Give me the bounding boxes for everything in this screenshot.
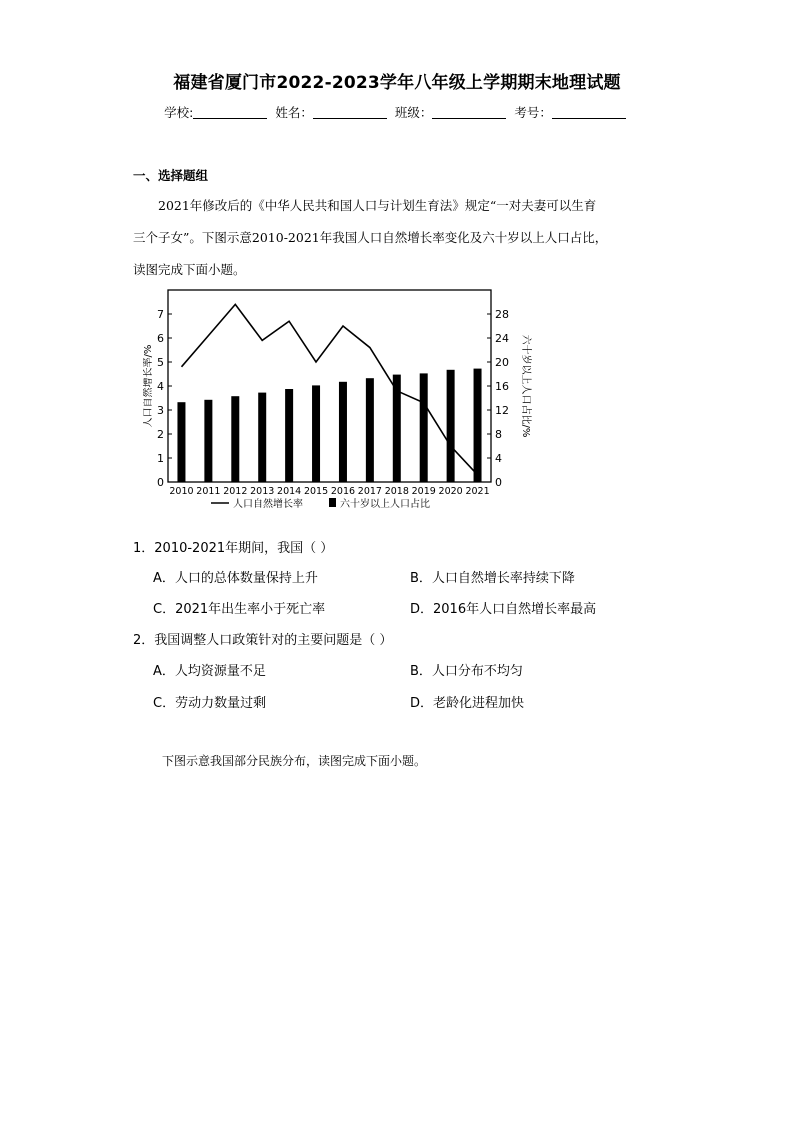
- left-axis-tick-label: 7: [157, 308, 164, 321]
- x-axis-tick-label: 2015: [303, 486, 329, 497]
- intro-line-2: 三个子女”。下图示意2010-2021年我国人口自然增长率变化及六十岁以上人口占比，: [133, 230, 608, 245]
- x-axis-tick-label: 2013: [250, 486, 275, 497]
- right-axis-tick-label: 4: [495, 452, 502, 465]
- population-chart: [143, 285, 533, 517]
- q2-option-d[interactable]: D．老龄化进程加快: [410, 696, 525, 711]
- q1-option-b[interactable]: B．人口自然增长率持续下降: [410, 571, 575, 586]
- intro-line-1: 2021年修改后的《中华人民共和国人口与计划生育法》规定“一对夫妻可以生育: [158, 198, 597, 213]
- bar-over60-share-2013: [258, 393, 266, 482]
- exam-number-blank: [552, 105, 626, 119]
- intro-line-3: 读图完成下面小题。: [133, 262, 246, 277]
- left-axis-tick-label: 1: [157, 452, 164, 465]
- legend-bar-label: 六十岁以上人口占比: [340, 499, 430, 510]
- q2-option-a[interactable]: A．人均资源量不足: [153, 664, 266, 679]
- section-heading: 一、选择题组: [133, 168, 209, 183]
- right-axis-tick-label: 8: [495, 428, 502, 441]
- left-axis-tick-label: 4: [157, 380, 164, 393]
- exam-number-label: 考号：: [514, 105, 552, 120]
- x-axis-tick-label: 2010: [169, 486, 194, 497]
- school-label: 学校:: [164, 105, 194, 120]
- bar-over60-share-2021: [474, 369, 482, 482]
- left-axis-tick-label: 2: [157, 428, 164, 441]
- bar-over60-share-2010: [177, 402, 185, 482]
- x-axis-tick-label: 2019: [411, 486, 436, 497]
- bar-over60-share-2012: [231, 396, 239, 482]
- x-axis-tick-label: 2017: [357, 486, 382, 497]
- bar-over60-share-2011: [204, 400, 212, 482]
- x-axis-tick-label: 2021: [465, 486, 490, 497]
- q1-option-d[interactable]: D．2016年人口自然增长率最高: [410, 602, 597, 617]
- question-1-stem: 1．2010-2021年期间，我国（ ）: [133, 541, 334, 556]
- class-label: 班级：: [394, 105, 433, 120]
- legend-line-label: 人口自然增长率: [233, 499, 303, 510]
- right-axis-tick-label: 28: [495, 308, 509, 321]
- left-axis-tick-label: 6: [157, 332, 164, 345]
- bar-over60-share-2014: [285, 389, 293, 482]
- name-blank: [313, 105, 387, 119]
- left-axis-tick-label: 5: [157, 356, 164, 369]
- right-axis-tick-label: 16: [495, 380, 509, 393]
- line-natural-growth-rate: [182, 304, 478, 474]
- bar-over60-share-2019: [420, 373, 428, 482]
- q2-option-b[interactable]: B．人口分布不均匀: [410, 664, 523, 679]
- x-axis-tick-label: 2020: [438, 486, 463, 497]
- right-axis-tick-label: 12: [495, 404, 509, 417]
- x-axis-tick-label: 2012: [223, 486, 248, 497]
- bar-over60-share-2017: [366, 378, 374, 482]
- question-group-intro: [133, 190, 663, 286]
- right-axis-tick-label: 0: [495, 476, 502, 489]
- legend-bar-swatch: [329, 498, 336, 507]
- left-axis-tick-label: 0: [157, 476, 164, 489]
- x-axis-tick-label: 2016: [330, 486, 356, 497]
- page-title: 福建省厦门市2022-2023学年八年级上学期期末地理试题: [173, 73, 621, 93]
- name-label: 姓名：: [275, 105, 313, 120]
- bar-over60-share-2016: [339, 382, 347, 482]
- x-axis-tick-label: 2018: [384, 486, 409, 497]
- question-2-stem: 2．我国调整人口政策针对的主要问题是（ ）: [133, 633, 393, 648]
- right-axis-tick-label: 24: [495, 332, 509, 345]
- q1-option-c[interactable]: C．2021年出生率小于死亡率: [153, 602, 326, 617]
- right-axis-label: 六十岁以上人口占比/%: [520, 334, 531, 438]
- q1-option-a[interactable]: A．人口的总体数量保持上升: [153, 571, 318, 586]
- plot-frame: [168, 290, 491, 482]
- right-axis-tick-label: 20: [495, 356, 509, 369]
- left-axis-tick-label: 3: [157, 404, 164, 417]
- class-blank: [432, 105, 506, 119]
- x-axis-tick-label: 2014: [277, 486, 302, 497]
- bar-over60-share-2015: [312, 385, 320, 482]
- next-question-intro: 下图示意我国部分民族分布，读图完成下面小题。: [162, 754, 427, 768]
- left-axis-label: 人口自然增长率/%: [143, 344, 154, 428]
- x-axis-tick-label: 2011: [196, 486, 221, 497]
- student-info-line: [0, 103, 794, 121]
- bar-over60-share-2020: [447, 370, 455, 482]
- q2-option-c[interactable]: C．劳动力数量过剩: [153, 696, 267, 711]
- school-blank: [193, 105, 267, 119]
